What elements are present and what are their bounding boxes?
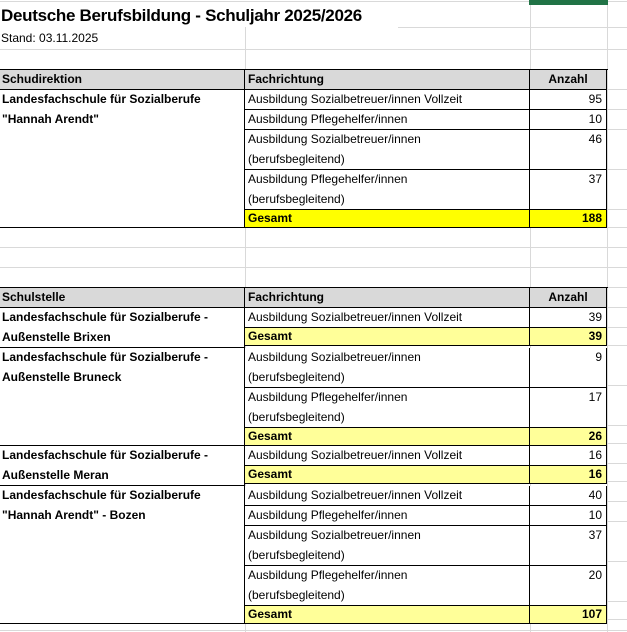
anzahl-cell[interactable]: 37	[530, 170, 607, 210]
data-row	[245, 446, 607, 466]
total-row	[245, 606, 607, 624]
school-group	[0, 446, 608, 486]
school-name-cell[interactable]	[0, 90, 245, 228]
school-name-cell[interactable]	[0, 308, 245, 348]
fachrichtung-cell[interactable]	[245, 446, 530, 466]
sheet-title[interactable]: Deutsche Berufsbildung - Schuljahr 2025/2026	[1, 6, 362, 25]
school-group	[0, 486, 608, 624]
school-group	[0, 90, 608, 228]
gridline	[607, 307, 627, 308]
school-name-cell[interactable]	[0, 446, 245, 486]
gridline	[0, 49, 627, 50]
data-row	[245, 308, 607, 328]
gridline	[607, 385, 627, 386]
fachrichtung-cell[interactable]	[245, 526, 530, 566]
fachrichtung-text: Ausbildung Sozialbetreuer/innen Vollzeit	[248, 488, 463, 502]
school-name-line: "Hannah Arendt" - Bozen	[2, 507, 146, 522]
gridline	[0, 267, 627, 268]
gridline	[607, 601, 627, 602]
data-row	[245, 348, 607, 388]
anzahl-cell[interactable]: 40	[530, 486, 607, 506]
gridline	[607, 345, 627, 346]
total-row	[245, 328, 607, 346]
gridline	[607, 481, 627, 482]
anzahl-cell[interactable]: 10	[530, 110, 607, 130]
anzahl-cell[interactable]: 9	[530, 348, 607, 388]
fachrichtung-text: Ausbildung Pflegehelfer/innen	[248, 568, 408, 582]
fachrichtung-cell[interactable]	[245, 348, 530, 388]
school-name-line: Außenstelle Bruneck	[2, 369, 122, 384]
anzahl-cell[interactable]: 20	[530, 566, 607, 606]
gridline	[607, 425, 627, 426]
gesamt-label-cell[interactable]: Gesamt	[245, 428, 530, 446]
data-row	[245, 388, 607, 428]
school-name-line: Landesfachschule für Sozialberufe	[2, 92, 201, 106]
anzahl-cell[interactable]: 10	[530, 506, 607, 526]
gridline	[607, 463, 627, 464]
fachrichtung-text: Ausbildung Pflegehelfer/innen	[248, 172, 408, 186]
total-row	[245, 428, 607, 446]
fachrichtung-text: Ausbildung Sozialbetreuer/innen	[248, 132, 421, 146]
school-name-line: Landesfachschule für Sozialberufe -	[2, 448, 209, 462]
header-fachrichtung[interactable]: Fachrichtung	[245, 70, 530, 90]
anzahl-cell[interactable]: 39	[530, 308, 607, 328]
gesamt-value-cell[interactable]: 39	[530, 328, 607, 346]
header-schulstelle[interactable]: Schulstelle	[0, 288, 245, 308]
total-row	[245, 466, 607, 484]
school-group	[0, 308, 608, 348]
anzahl-cell[interactable]: 37	[530, 526, 607, 566]
school-name-line: Landesfachschule für Sozialberufe -	[2, 350, 209, 364]
fachrichtung-text: Ausbildung Sozialbetreuer/innen	[248, 528, 421, 542]
school-name-line: Landesfachschule für Sozialberufe	[2, 488, 201, 502]
gridline	[607, 109, 627, 110]
fachrichtung-text: Ausbildung Pflegehelfer/innen	[248, 112, 408, 126]
school-name-line: Außenstelle Meran	[2, 467, 109, 482]
data-row	[245, 526, 607, 566]
gridline	[607, 501, 627, 502]
table-schulstelle	[0, 287, 608, 624]
gesamt-value-cell[interactable]: 107	[530, 606, 607, 624]
gesamt-label-cell[interactable]: Gesamt	[245, 328, 530, 346]
fachrichtung-text: Ausbildung Sozialbetreuer/innen Vollzeit	[248, 448, 463, 462]
fachrichtung-cell[interactable]	[245, 110, 530, 130]
school-name-line: "Hannah Arendt"	[2, 111, 99, 126]
school-name-cell[interactable]	[0, 348, 245, 446]
gridline	[607, 521, 627, 522]
green-cell-fragment[interactable]	[529, 0, 608, 5]
fachrichtung-text: (berufsbegleitend)	[248, 369, 345, 384]
fachrichtung-cell[interactable]	[245, 130, 530, 170]
fachrichtung-text: Ausbildung Sozialbetreuer/innen	[248, 350, 421, 364]
fachrichtung-text: Ausbildung Sozialbetreuer/innen Vollzeit	[248, 92, 463, 106]
fachrichtung-text: (berufsbegleitend)	[248, 409, 345, 424]
school-name-line: Außenstelle Brixen	[2, 329, 111, 344]
data-row	[245, 110, 607, 130]
fachrichtung-text: (berufsbegleitend)	[248, 191, 345, 206]
gridline	[607, 287, 627, 288]
gridline	[0, 630, 627, 631]
school-name-cell[interactable]	[0, 486, 245, 624]
header-anzahl[interactable]: Anzahl	[530, 288, 607, 308]
gesamt-label-cell[interactable]: Gesamt	[245, 210, 530, 228]
fachrichtung-cell[interactable]	[245, 388, 530, 428]
data-row	[245, 566, 607, 606]
fachrichtung-cell[interactable]	[245, 566, 530, 606]
header-fachrichtung[interactable]: Fachrichtung	[245, 288, 530, 308]
gridline	[607, 89, 627, 90]
fachrichtung-text: Ausbildung Sozialbetreuer/innen Vollzeit	[248, 310, 463, 324]
anzahl-cell[interactable]: 17	[530, 388, 607, 428]
anzahl-cell[interactable]: 16	[530, 446, 607, 466]
header-anzahl[interactable]: Anzahl	[530, 70, 607, 90]
fachrichtung-cell[interactable]	[245, 90, 530, 110]
data-row	[245, 130, 607, 170]
anzahl-cell[interactable]: 95	[530, 90, 607, 110]
table2-header-row	[0, 288, 608, 308]
data-row	[245, 170, 607, 210]
school-name-line: Landesfachschule für Sozialberufe -	[2, 310, 209, 324]
header-schudirektion[interactable]: Schudirektion	[0, 70, 245, 90]
fachrichtung-text: Ausbildung Pflegehelfer/innen	[248, 508, 408, 522]
fachrichtung-cell[interactable]	[245, 486, 530, 506]
fachrichtung-text: (berufsbegleitend)	[248, 587, 345, 602]
fachrichtung-cell[interactable]	[245, 308, 530, 328]
gridline	[398, 27, 627, 28]
fachrichtung-text: Ausbildung Pflegehelfer/innen	[248, 390, 408, 404]
total-row	[245, 210, 607, 228]
gesamt-value-cell[interactable]: 26	[530, 428, 607, 446]
table1-header-row	[0, 70, 608, 90]
fachrichtung-text: (berufsbegleitend)	[248, 151, 345, 166]
gesamt-value-cell[interactable]: 16	[530, 466, 607, 484]
table-schudirektion	[0, 69, 608, 228]
stand-date[interactable]: Stand: 03.11.2025	[1, 31, 99, 45]
fachrichtung-text: (berufsbegleitend)	[248, 547, 345, 562]
gridline	[607, 169, 627, 170]
gridline	[0, 247, 627, 248]
fachrichtung-cell[interactable]	[245, 506, 530, 526]
data-row	[245, 486, 607, 506]
gridline	[607, 327, 627, 328]
data-row	[245, 506, 607, 526]
fachrichtung-cell[interactable]	[245, 170, 530, 210]
gesamt-label-cell[interactable]: Gesamt	[245, 606, 530, 624]
data-row	[245, 90, 607, 110]
gesamt-value-cell[interactable]: 188	[530, 210, 607, 228]
gridline	[607, 129, 627, 130]
gridline	[607, 561, 627, 562]
gesamt-label-cell[interactable]: Gesamt	[245, 466, 530, 484]
gridline	[607, 443, 627, 444]
anzahl-cell[interactable]: 46	[530, 130, 607, 170]
school-group	[0, 348, 608, 446]
gridline	[607, 209, 627, 210]
